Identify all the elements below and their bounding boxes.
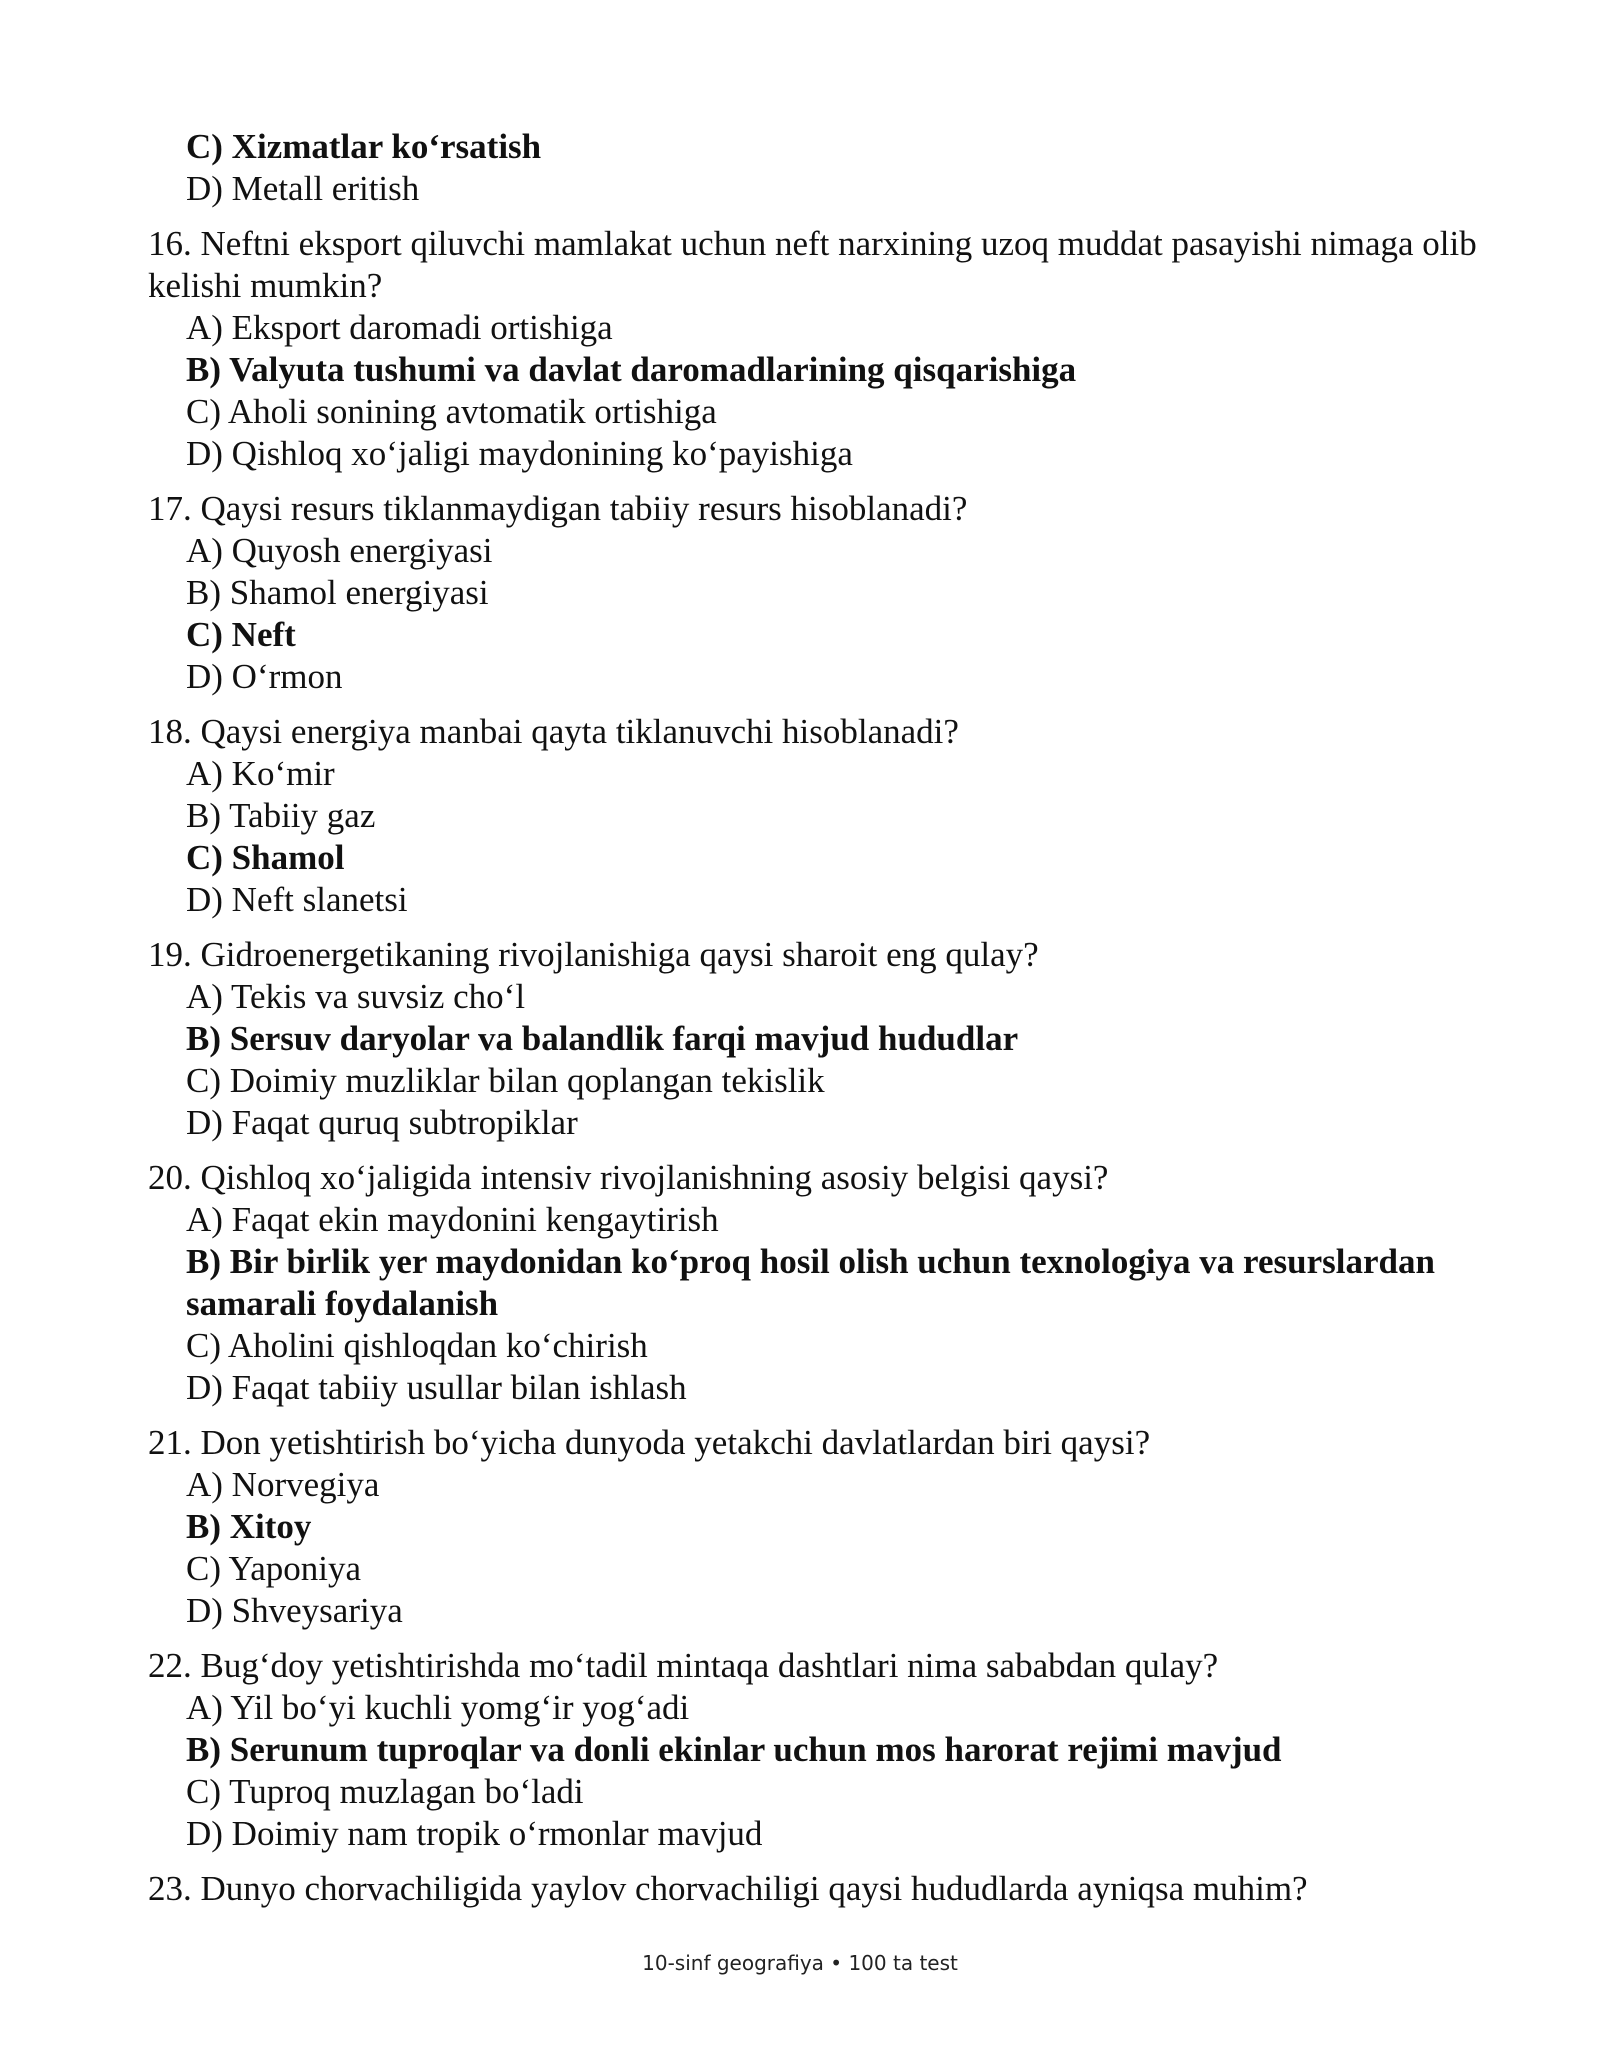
question-22: [148, 1645, 1478, 1855]
option-c-correct: C) Shamol: [186, 838, 345, 877]
option-a: A) Yil bo‘yi kuchli yomg‘ir yog‘adi: [186, 1688, 690, 1727]
option-b-correct: B) Xitoy: [186, 1507, 312, 1546]
question-text: 17. Qaysi resurs tiklanmaydigan tabiiy resurs hisoblanadi?: [148, 489, 968, 528]
options-list: [148, 126, 1478, 210]
question-text: 23. Dunyo chorvachiligida yaylov chorvachiligi qaysi hududlarda ayniqsa muhim?: [148, 1869, 1308, 1908]
question-18: [148, 711, 1478, 921]
question-text: 21. Don yetishtirish bo‘yicha dunyoda yetakchi davlatlardan biri qaysi?: [148, 1423, 1151, 1462]
option-c: C) Aholini qishloqdan ko‘chirish: [186, 1326, 648, 1365]
options-list: [148, 1464, 1478, 1632]
question-text: 18. Qaysi energiya manbai qayta tiklanuvchi hisoblanadi?: [148, 712, 959, 751]
question-23: [148, 1868, 1478, 1910]
option-d: D) Neft slanetsi: [186, 880, 408, 919]
test-page-content: [148, 126, 1478, 1923]
option-c-correct: C) Neft: [186, 615, 296, 654]
question-19: [148, 934, 1478, 1144]
question-text: 20. Qishloq xo‘jaligida intensiv rivojlanishning asosiy belgisi qaysi?: [148, 1158, 1109, 1197]
option-d: D) Faqat tabiiy usullar bilan ishlash: [186, 1368, 687, 1407]
option-d: D) Metall eritish: [186, 169, 420, 208]
option-b-correct: B) Bir birlik yer maydonidan ko‘proq hosil olish uchun texnologiya va resurslardan samarali foydalanish: [186, 1242, 1435, 1323]
question-17: [148, 488, 1478, 698]
page-footer: 10-sinf geografiya • 100 ta test: [642, 1951, 958, 1975]
option-d: D) Shveysariya: [186, 1591, 403, 1630]
option-a: A) Faqat ekin maydonini kengaytirish: [186, 1200, 719, 1239]
options-list: [148, 976, 1478, 1144]
question-text: 16. Neftni eksport qiluvchi mamlakat uchun neft narxining uzoq muddat pasayishi nimaga olib kelishi mumkin?: [148, 224, 1477, 305]
question-text: 19. Gidroenergetikaning rivojlanishiga qaysi sharoit eng qulay?: [148, 935, 1039, 974]
options-list: [148, 1687, 1478, 1855]
options-list: [148, 1199, 1478, 1409]
question-21: [148, 1422, 1478, 1632]
option-b: B) Shamol energiyasi: [186, 573, 489, 612]
option-c-correct: C) Xizmatlar ko‘rsatish: [186, 127, 542, 166]
option-a: A) Quyosh energiyasi: [186, 531, 493, 570]
option-c: C) Aholi sonining avtomatik ortishiga: [186, 392, 717, 431]
question-15-continued: [148, 126, 1478, 210]
option-a: A) Norvegiya: [186, 1465, 380, 1504]
option-b: B) Tabiiy gaz: [186, 796, 376, 835]
option-a: A) Ko‘mir: [186, 754, 335, 793]
option-d: D) Doimiy nam tropik o‘rmonlar mavjud: [186, 1814, 763, 1853]
options-list: [148, 307, 1478, 475]
question-16: [148, 223, 1478, 475]
option-d: D) O‘rmon: [186, 657, 343, 696]
option-c: C) Doimiy muzliklar bilan qoplangan tekislik: [186, 1061, 825, 1100]
question-20: [148, 1157, 1478, 1409]
option-c: C) Yaponiya: [186, 1549, 362, 1588]
option-c: C) Tuproq muzlagan bo‘ladi: [186, 1772, 584, 1811]
options-list: [148, 753, 1478, 921]
option-b-correct: B) Sersuv daryolar va balandlik farqi mavjud hududlar: [186, 1019, 1019, 1058]
option-b-correct: B) Valyuta tushumi va davlat daromadlarining qisqarishiga: [186, 350, 1077, 389]
option-b-correct: B) Serunum tuproqlar va donli ekinlar uchun mos harorat rejimi mavjud: [186, 1730, 1282, 1769]
option-d: D) Faqat quruq subtropiklar: [186, 1103, 578, 1142]
option-a: A) Eksport daromadi ortishiga: [186, 308, 613, 347]
question-text: 22. Bug‘doy yetishtirishda mo‘tadil mintaqa dashtlari nima sababdan qulay?: [148, 1646, 1219, 1685]
option-d: D) Qishloq xo‘jaligi maydonining ko‘payishiga: [186, 434, 853, 473]
option-a: A) Tekis va suvsiz cho‘l: [186, 977, 526, 1016]
options-list: [148, 530, 1478, 698]
